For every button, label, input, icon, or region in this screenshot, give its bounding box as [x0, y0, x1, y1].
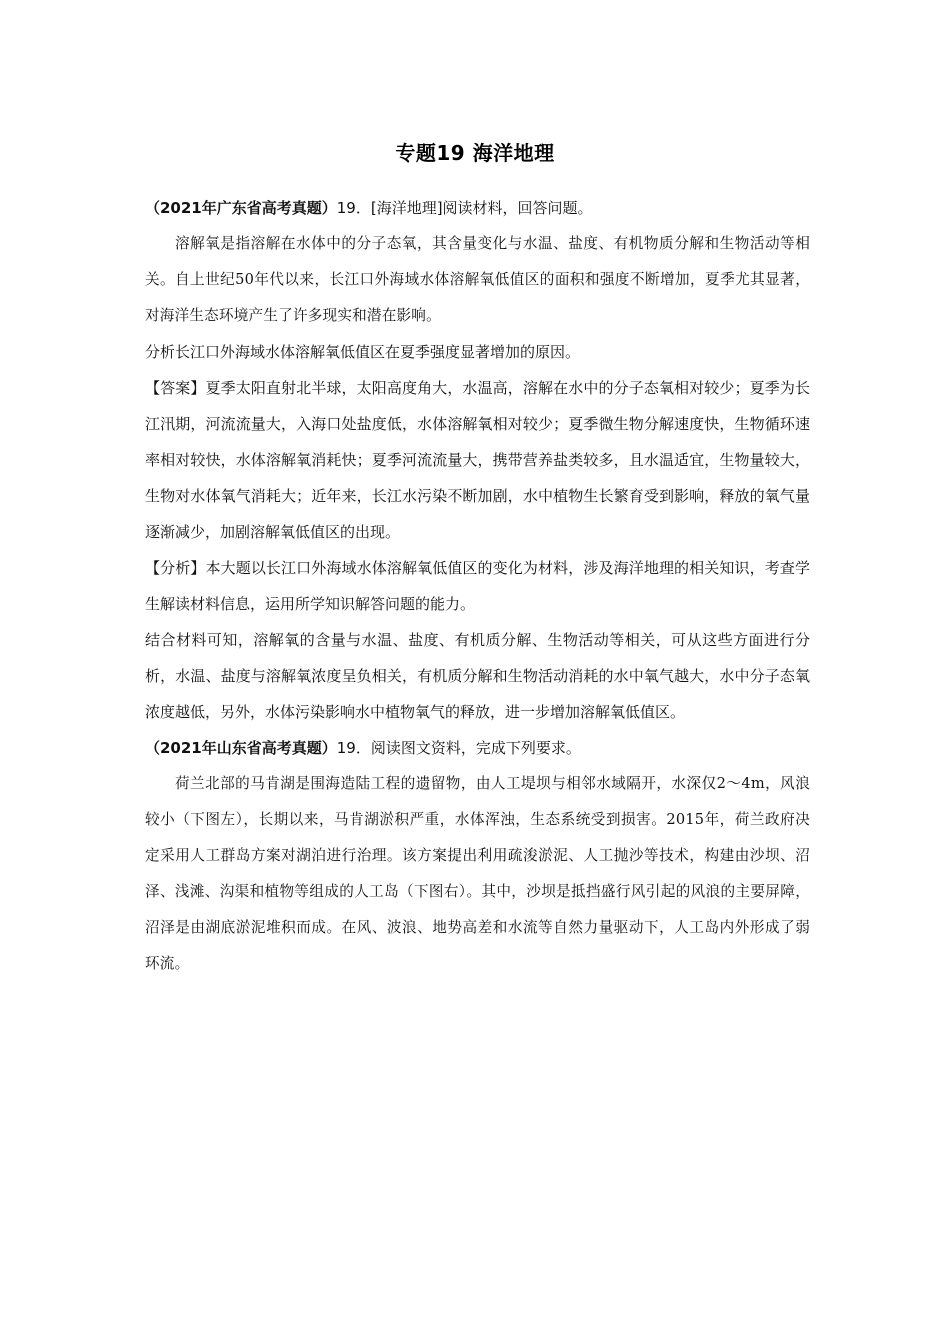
analysis-label: 【分析】: [145, 559, 206, 577]
answer-text: 夏季太阳直射北半球，太阳高度角大，水温高，溶解在水中的分子态氧相对较少；夏季为长江汛期，河流流量大，入海口处盐度低，水体溶解氧相对较少；夏季微生物分解速度快，生物循环速率相对较快，水体溶解氧消耗快；夏季河流流量大，携带营养盐类较多，且水温适宜，生物量较大，生物对水体氧气消耗大；近年来，长江水污染不断加剧，水中植物生长繁育受到影响，释放的氧气量逐渐减少，加剧溶解氧低值区的出现。: [145, 379, 810, 541]
analysis-text: 本大题以长江口外海域水体溶解氧低值区的变化为材料，涉及海洋地理的相关知识，考查学生解读材料信息，运用所学知识解答问题的能力。: [145, 559, 810, 613]
question-1-explanation: 结合材料可知，溶解氧的含量与水温、盐度、有机质分解、生物活动等相关，可从这些方面进行分析，水温、盐度与溶解氧浓度呈负相关，有机质分解和生物活动消耗的水中氧气越大，水中分子态氧浓度越低，另外，水体污染影响水中植物氧气的释放，进一步增加溶解氧低值区。: [145, 631, 810, 721]
page-title: 专题19 海洋地理: [395, 141, 555, 165]
question-1-analysis: [145, 550, 810, 622]
question-2-material: 荷兰北部的马肯湖是围海造陆工程的遗留物，由人工堤坝与相邻水域隔开，水深仅2～4m，风浪较小（下图左），长期以来，马肯湖淤积严重，水体浑浊，生态系统受到损害。2015年，荷兰政府决定采用人工群岛方案对湖泊进行治理。该方案提出利用疏浚淤泥、人工抛沙等技术，构建由沙坝、沼泽、浅滩、沟渠和植物等组成的人工岛（下图右）。其中，沙坝是抵挡盛行风引起的风浪的主要屏障，沼泽是由湖底淤泥堆积而成。在风、波浪、地势高差和水流等自然力量驱动下，人工岛内外形成了弱环流。: [145, 775, 810, 972]
question-1-source: （2021年广东省高考真题）: [145, 199, 337, 217]
question-1-answer: [145, 370, 810, 550]
question-1-material: 溶解氧是指溶解在水体中的分子态氧，其含量变化与水温、盐度、有机物质分解和生物活动等相关。自上世纪50年代以来，长江口外海域水体溶解氧低值区的面积和强度不断增加，夏季尤其显著，对海洋生态环境产生了许多现实和潜在影响。: [145, 235, 810, 324]
question-2-source: （2021年山东省高考真题）: [145, 739, 337, 757]
question-1-header: [145, 190, 810, 226]
document-body: [145, 190, 810, 982]
question-1-prompt: 19．[海洋地理]阅读材料，回答问题。: [336, 199, 593, 217]
question-2-header: [145, 730, 810, 766]
question-2-prompt: 19．阅读图文资料，完成下列要求。: [336, 739, 581, 757]
question-1-question: 分析长江口外海域水体溶解氧低值区在夏季强度显著增加的原因。: [145, 343, 581, 361]
answer-label: 【答案】: [145, 379, 206, 397]
